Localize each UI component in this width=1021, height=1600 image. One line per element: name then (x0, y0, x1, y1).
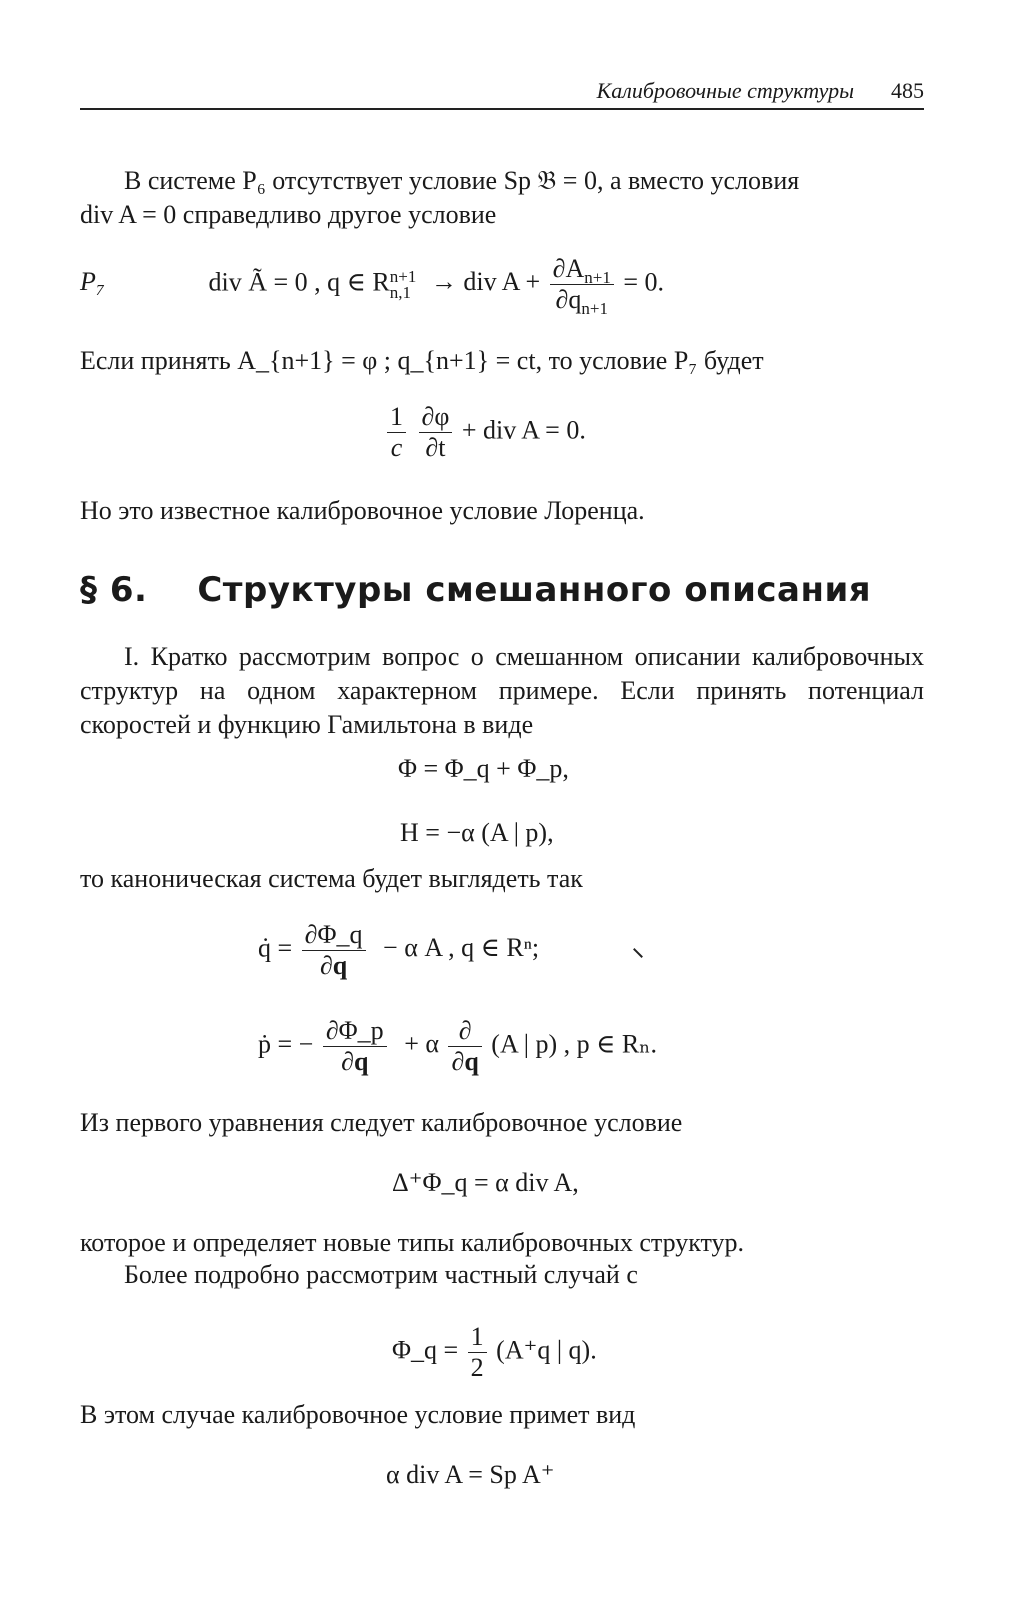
equation-q-dot (258, 920, 539, 981)
fraction-numerator: 1 (387, 402, 406, 433)
equation-lhs: ṗ = − (258, 1029, 314, 1059)
paragraph-lorentz: Но это известное калибровочное условие Лоренца. (80, 496, 645, 525)
running-title: Калибровочные структуры (596, 78, 854, 103)
fraction-denominator: ∂q (341, 1047, 369, 1076)
equation-p7 (80, 254, 665, 319)
equation-arrow: → div A + (430, 267, 541, 297)
paragraph-gauge-condition: В этом случае калибровочное условие примет вид (80, 1400, 636, 1429)
section-number: § 6. (80, 570, 148, 610)
paragraph-mixed-description: I. Кратко рассмотрим вопрос о смешанном описании калибровочных структур на одном характерном примере. Если принять потенциал скоростей и функцию Гамильтона в виде (80, 642, 924, 739)
equation-delta: Δ⁺Φ_q = α div A, (392, 1168, 579, 1197)
section-heading (80, 570, 871, 610)
r-superscript: n+1 (389, 266, 417, 286)
equation-middle: + α (404, 1029, 439, 1059)
header-rule (80, 108, 924, 110)
equation-label: P₇ (80, 267, 105, 297)
fraction-numerator: ∂ (448, 1016, 481, 1047)
paragraph-first-equation: Из первого уравнения следует калибровочное условие (80, 1108, 683, 1137)
fraction-numerator: ∂Φ_p (323, 1016, 387, 1047)
fraction-d-dq (448, 1016, 481, 1077)
fraction-dphip-dq (323, 1016, 387, 1077)
fraction-denominator: 2 (470, 1353, 484, 1382)
fraction-numerator: ∂φ (419, 402, 453, 433)
paragraph-line-1: В системе P₆ отсутствует условие Sp 𝔅 = 0, а вместо условия (124, 166, 800, 195)
fraction-numerator: 1 (468, 1322, 487, 1353)
equation-left: div Ã = 0 , q ∈ R (208, 267, 390, 297)
numerator-subscript: n+1 (584, 268, 611, 288)
fraction-numerator: ∂A (552, 254, 585, 283)
equation-lhs: q̇ = (258, 933, 293, 963)
equation-rest: (A | p) , p ∈ Rₙ. (491, 1029, 657, 1059)
fraction-dphi-dt (419, 402, 453, 463)
equation-rest: − α A , q ∈ Rⁿ; (383, 933, 540, 963)
fraction-dphiq-dq (302, 920, 366, 981)
fraction-denominator: ∂t (425, 433, 446, 462)
fraction-denominator: ∂q (319, 951, 348, 980)
r-subscript: n,1 (389, 282, 412, 302)
fraction-1-c (387, 402, 406, 463)
equation-hamiltonian: H = −α (A | p), (400, 818, 554, 847)
page-header (80, 74, 924, 108)
denominator-subscript: n+1 (581, 299, 608, 319)
paragraph-new-types: которое и определяет новые типы калибровочных структур. (80, 1228, 745, 1257)
equation-phi-q (392, 1322, 597, 1383)
paragraph-system-p6 (80, 164, 924, 232)
fraction-denominator: c (390, 433, 403, 462)
section-title: Структуры смешанного описания (197, 570, 872, 610)
equation-rest: + div A = 0. (461, 415, 586, 445)
equation-final: α div A = Sp A⁺ (386, 1460, 555, 1489)
fraction-dA-dq (550, 254, 614, 319)
fraction-denominator: ∂q (555, 285, 582, 314)
paragraph-line-2: div A = 0 справедливо другое условие (80, 200, 497, 229)
page-number: 485 (891, 78, 924, 103)
equation-lhs: Φ_q = (392, 1335, 459, 1365)
paragraph-if-accept: Если принять A_{n+1} = φ ; q_{n+1} = ct, то условие P₇ будет (80, 346, 764, 375)
stray-mark (633, 948, 643, 958)
fraction-numerator: ∂Φ_q (302, 920, 366, 951)
equation-rest: (A⁺q | q). (496, 1335, 597, 1365)
equation-p-dot (258, 1016, 657, 1077)
paragraph-particular-case: Более подробно рассмотрим частный случай с (124, 1260, 638, 1289)
fraction-one-half (468, 1322, 487, 1383)
paragraph-canonical-system: то каноническая система будет выглядеть так (80, 864, 583, 893)
equation-lorentz (384, 402, 586, 463)
fraction-denominator: ∂q (451, 1047, 479, 1076)
equation-phi: Φ = Φ_q + Φ_p, (398, 754, 569, 783)
equation-right: = 0. (623, 267, 665, 297)
